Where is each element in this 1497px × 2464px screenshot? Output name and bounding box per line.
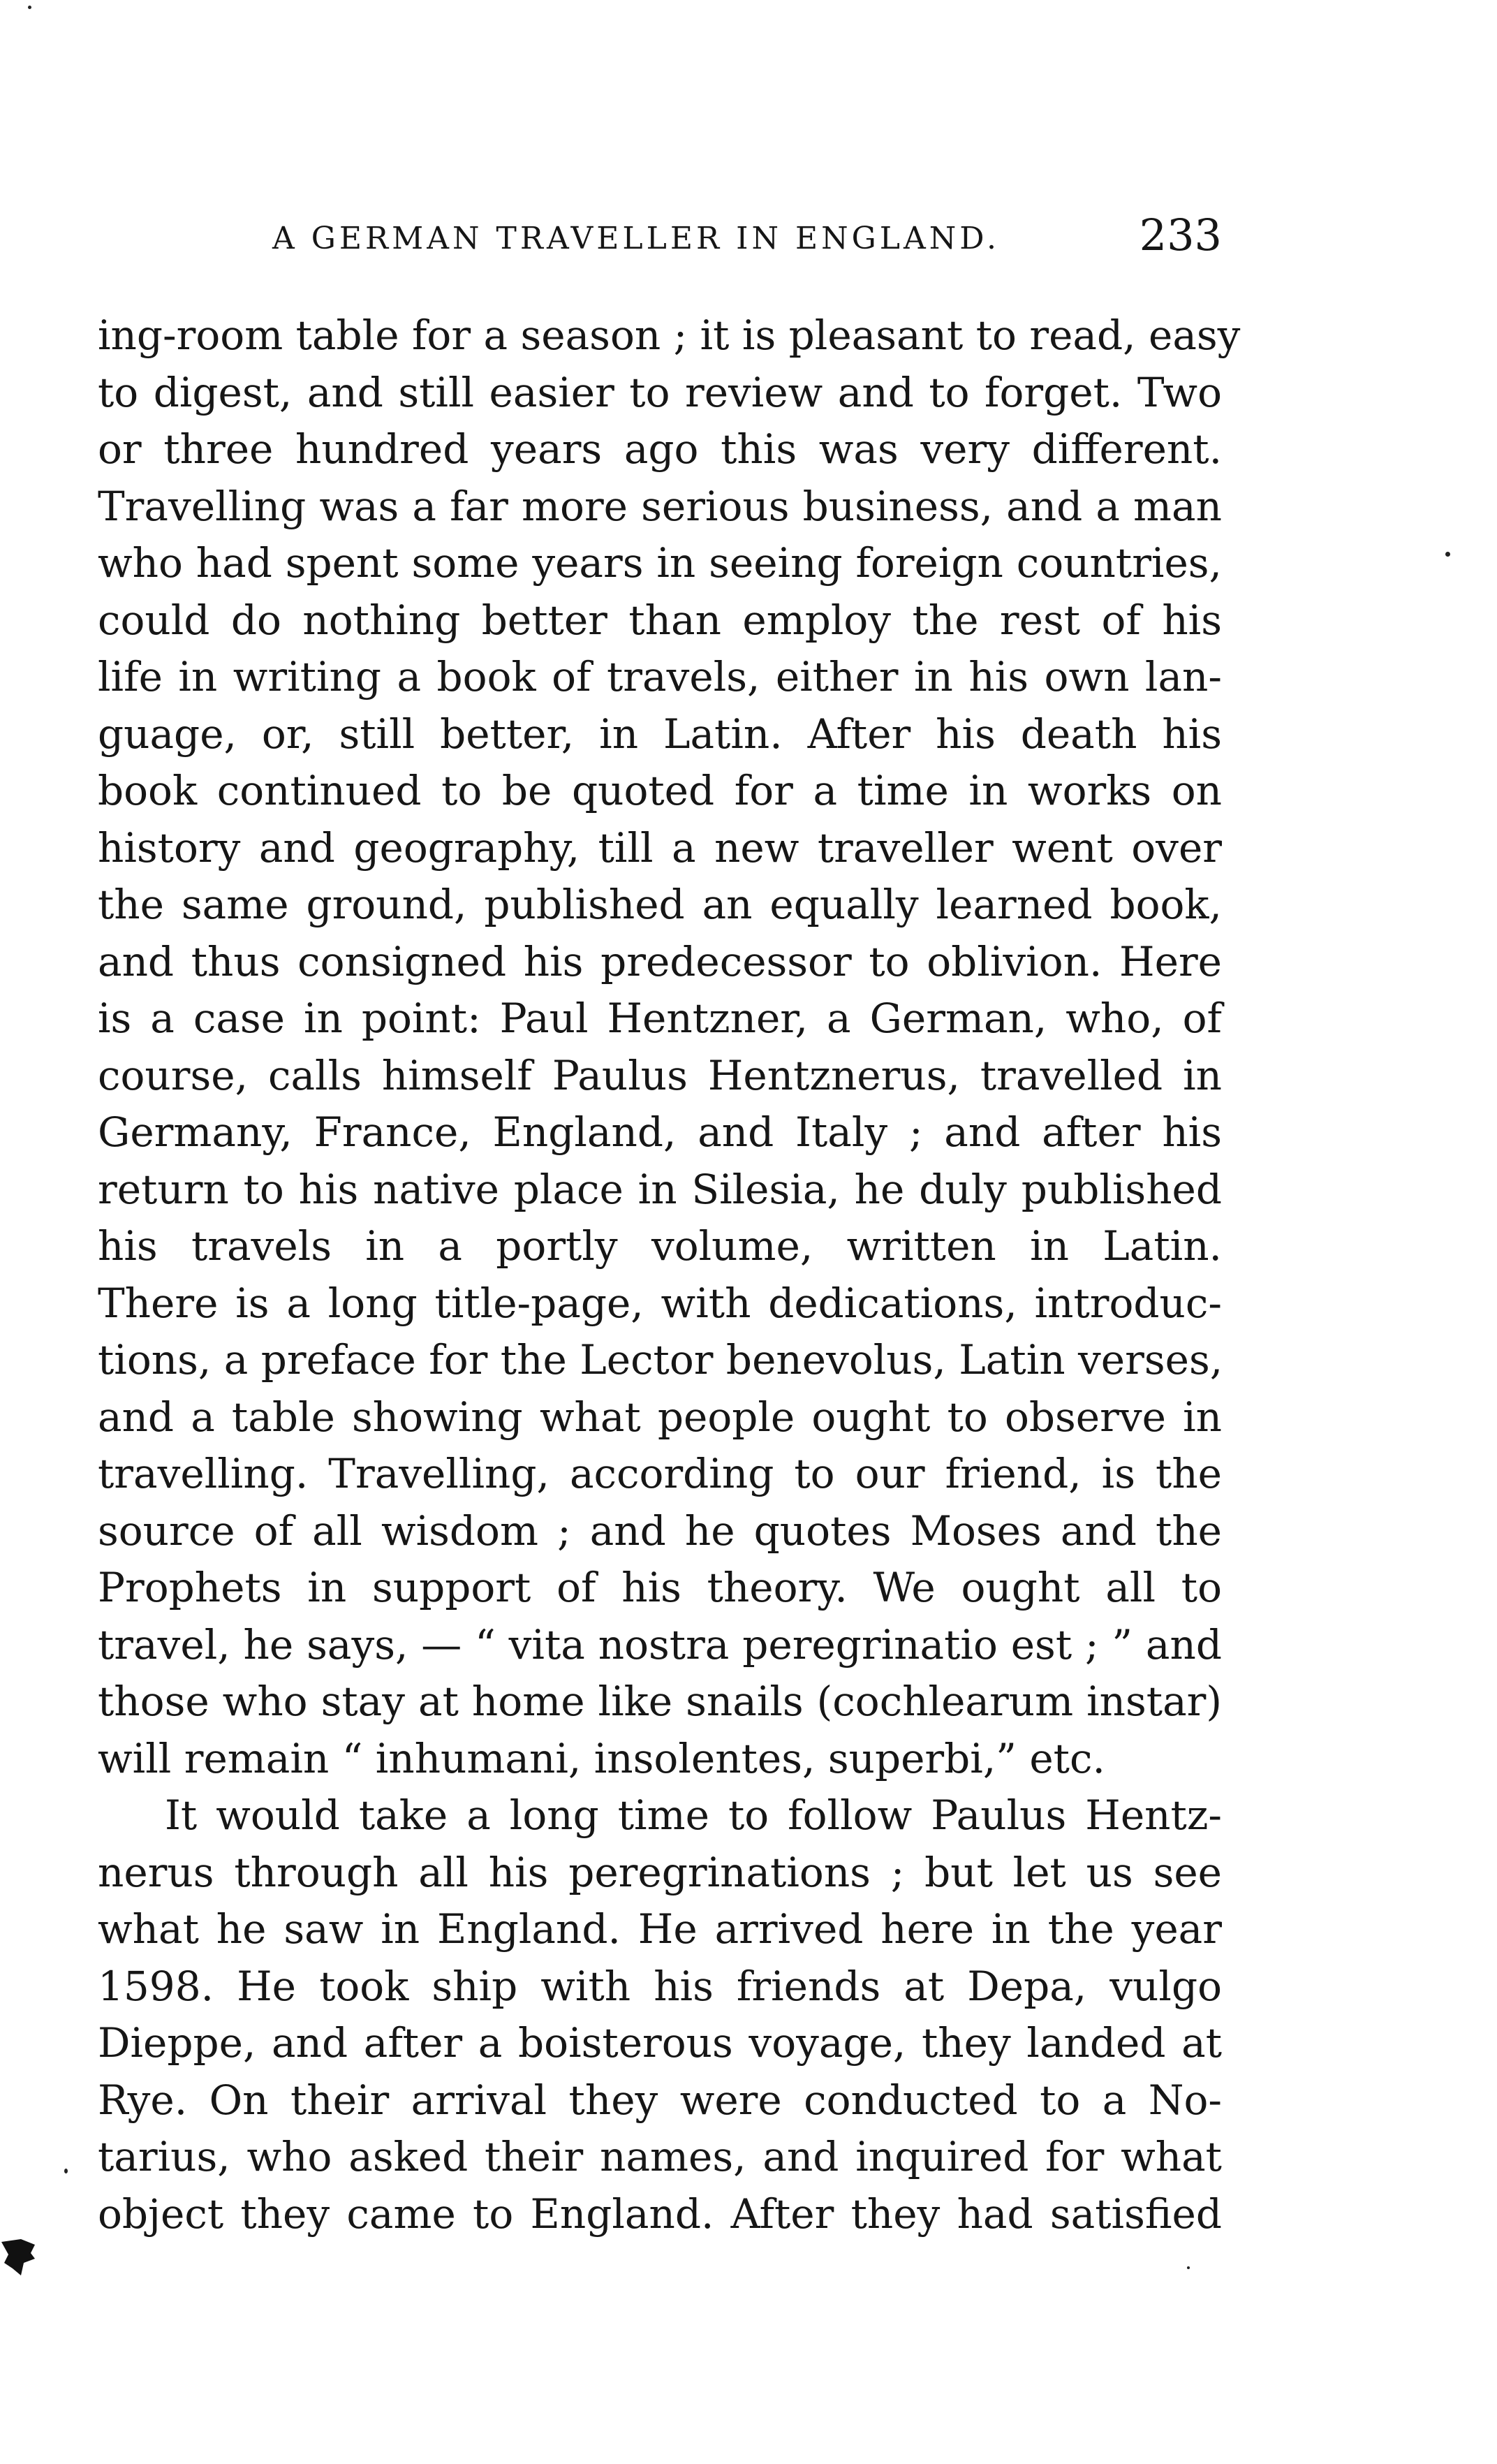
text-line: and thus consigned his predecessor to oblivion. Here xyxy=(98,937,1222,985)
text-line: or three hundred years ago this was very different. xyxy=(98,425,1222,473)
text-line: source of all wisdom ; and he quotes Moses and the xyxy=(98,1506,1222,1555)
body-text xyxy=(98,307,1241,2243)
ink-blot-icon xyxy=(0,2235,36,2278)
paragraph-end-line: will remain “ inhumani, insolentes, superbi,” etc. xyxy=(98,1734,1105,1782)
text-line: course, calls himself Paulus Hentznerus, travelled in xyxy=(98,1051,1222,1099)
text-line: object they came to England. After they had satisfied xyxy=(98,2190,1222,2238)
page-number: 233 xyxy=(1139,210,1222,261)
text-line: travelling. Travelling, according to our friend, is the xyxy=(98,1450,1222,1497)
text-line: Rye. On their arrival they were conducted to a No- xyxy=(98,2076,1222,2124)
text-line: Travelling was a far more serious business, and a man xyxy=(98,482,1222,530)
text-line: history and geography, till a new traveller went over xyxy=(98,823,1222,872)
ink-speck xyxy=(28,6,31,9)
running-head xyxy=(98,210,1222,265)
text-line: return to his native place in Silesia, he duly published xyxy=(98,1165,1222,1213)
paragraph-start-line: It would take a long time to follow Paulus Hentz- xyxy=(165,1791,1222,1839)
text-line: could do nothing better than employ the rest of his xyxy=(98,596,1222,644)
ink-speck xyxy=(1445,552,1450,557)
text-line: nerus through all his peregrinations ; but let us see xyxy=(98,1848,1222,1896)
running-title: A GERMAN TRAVELLER IN ENGLAND. xyxy=(272,221,1000,256)
text-line: Dieppe, and after a boisterous voyage, they landed at xyxy=(98,2019,1222,2067)
text-line: ing-room table for a season ; it is pleasant to read, easy xyxy=(98,311,1241,359)
text-line: what he saw in England. He arrived here in the year xyxy=(98,1905,1222,1953)
text-line: There is a long title-page, with dedications, introduc- xyxy=(98,1279,1222,1327)
text-line: the same ground, published an equally learned book, xyxy=(98,881,1222,928)
text-line: life in writing a book of travels, either in his own lan- xyxy=(98,653,1222,701)
ink-speck xyxy=(64,2169,68,2173)
text-line: is a case in point: Paul Hentzner, a German, who, of xyxy=(98,995,1222,1042)
text-line: to digest, and still easier to review and to forget. Two xyxy=(98,368,1222,416)
ink-speck xyxy=(1187,2266,1190,2269)
text-line: Germany, France, England, and Italy ; and after his xyxy=(98,1108,1222,1156)
text-line: book continued to be quoted for a time in works on xyxy=(98,767,1222,814)
text-line: who had spent some years in seeing foreign countries, xyxy=(98,539,1222,587)
text-line: travel, he says, — “ vita nostra peregrinatio est ; ” and xyxy=(98,1620,1222,1669)
text-line: tarius, who asked their names, and inquired for what xyxy=(98,2133,1222,2180)
text-line: guage, or, still better, in Latin. After his death his xyxy=(98,710,1222,758)
text-line: his travels in a portly volume, written in Latin. xyxy=(98,1222,1222,1270)
text-line: tions, a preface for the Lector benevolus, Latin verses, xyxy=(98,1336,1223,1384)
text-line: those who stay at home like snails (cochlearum instar) xyxy=(98,1678,1222,1725)
text-line: 1598. He took ship with his friends at Depa, vulgo xyxy=(98,1962,1222,2010)
text-line: and a table showing what people ought to observe in xyxy=(98,1393,1222,1441)
text-line: Prophets in support of his theory. We ought all to xyxy=(98,1564,1222,1611)
